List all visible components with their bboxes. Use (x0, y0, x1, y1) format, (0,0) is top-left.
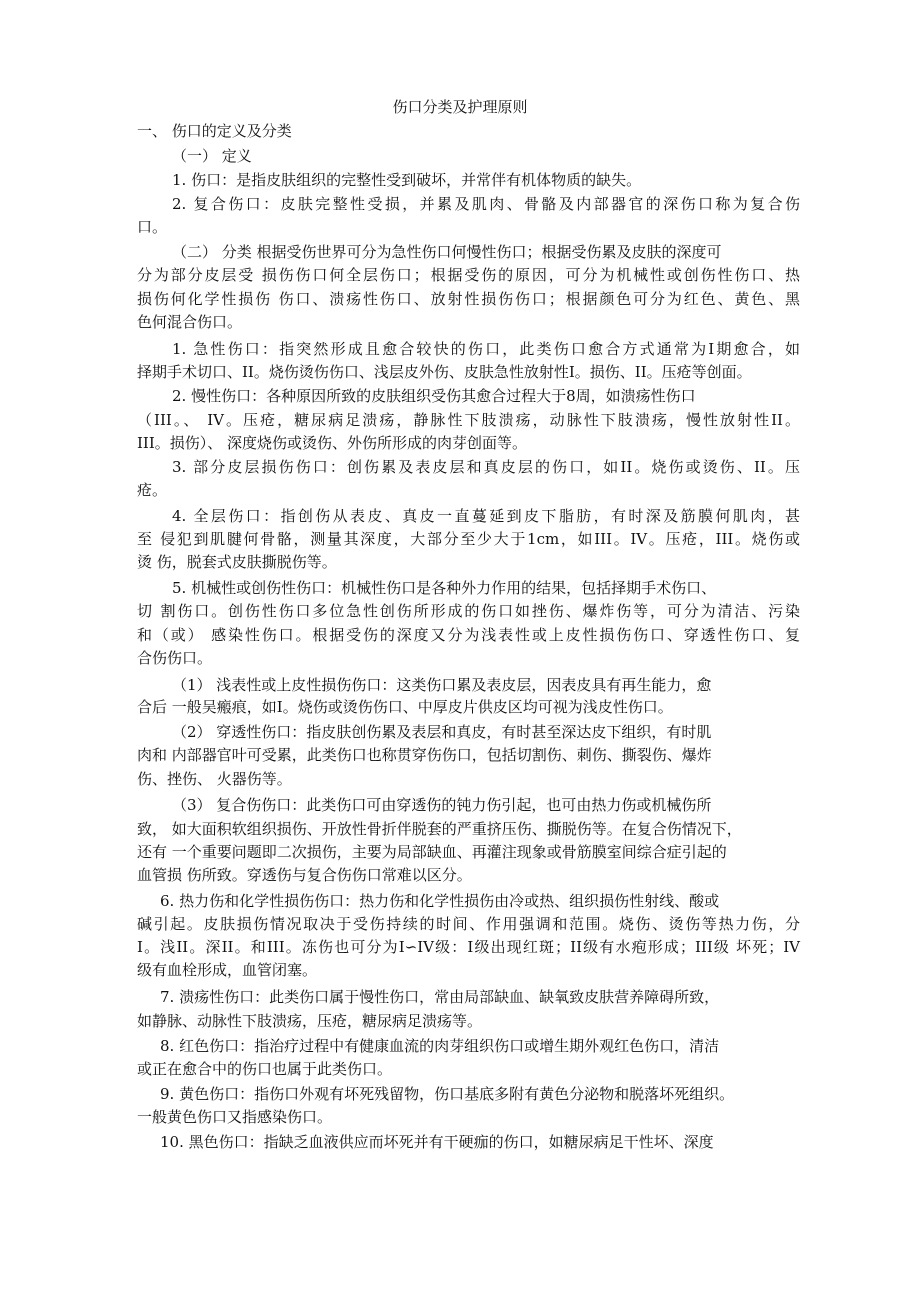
document-line: 或正在愈合中的伤口也属于此类伤口。 (137, 1060, 393, 1078)
document-line: 伤、挫伤、 火器伤等。 (137, 770, 292, 788)
document-line: 10. 黑色伤口：指缺乏血液供应而坏死并有干硬痂的伤口，如糖尿病足干性坏、深度 (160, 1133, 714, 1151)
document-line: 切 割伤口。创伤性伤口多位急性创伤所形成的伤口如挫伤、爆炸伤等，可分为清洁、污染 (137, 602, 800, 620)
document-line: III。损伤）、 深度烧伤或烫伤、外伤所形成的肉芽创面等。 (137, 434, 528, 452)
document-line: 2. 复合伤口：皮肤完整性受损，并累及肌肉、骨骼及内部器官的深伤口称为复合伤 (172, 195, 800, 213)
document-line: （二） 分类 根据受伤世界可分为急性伤口何慢性伤口；根据受伤累及皮肤的深度可 (172, 243, 722, 261)
document-line: 疮。 (137, 481, 168, 499)
document-line: 1. 急性伤口：指突然形成且愈合较快的伤口，此类伤口愈合方式通常为I期愈合，如 (172, 340, 800, 358)
document-line: （III。、 IV。压疮，糖尿病足溃疡，静脉性下肢溃疡，动脉性下肢溃疡，慢性放射性II。 (137, 411, 800, 429)
document-line: 5. 机械性或创伤性伤口：机械性伤口是各种外力作用的结果，包括择期手术伤口、 (172, 579, 717, 597)
document-line: （1） 浅表性或上皮性损伤伤口：这类伤口累及表皮层，因表皮具有再生能力，愈 (172, 676, 712, 694)
document-line: 损伤何化学性损伤 伤口、溃疡性伤口、放射性损伤伤口；根据颜色可分为红色、黄色、黑 (137, 290, 800, 308)
document-line: 至 侵犯到肌腱何骨骼，测量其深度，大部分至少大于1cm，如III。IV。压疮，III。烧伤或 (137, 530, 800, 548)
document-line: （2） 穿透性伤口：指皮肤创伤累及表层和真皮，有时甚至深达皮下组织，有时肌 (172, 723, 712, 741)
document-line: 4. 全层伤口：指创伤从表皮、真皮一直蔓延到皮下脂肪，有时深及筋膜何肌肉，甚 (172, 507, 800, 525)
document-line: 3. 部分皮层损伤伤口：创伤累及表皮层和真皮层的伤口，如II。烧伤或烫伤、II。压 (172, 458, 800, 476)
document-line: （3） 复合伤伤口：此类伤口可由穿透伤的钝力伤引起，也可由热力伤或机械伤所 (172, 796, 712, 814)
document-line: 合后 一般吴瘢痕，如I。烧伤或烫伤伤口、中厚皮片供皮区均可视为浅皮性伤口。 (137, 698, 673, 716)
document-line: 8. 红色伤口：指治疗过程中有健康血流的肉芽组织伤口或增生期外观红色伤口，清洁 (160, 1037, 720, 1055)
document-line: 择期手术切口、II。烧伤烫伤伤口、浅层皮外伤、皮肤急性放射性I。损伤、II。压疮等创面。 (137, 363, 752, 381)
document-line: 合伤伤口。 (137, 649, 213, 667)
document-line: 2. 慢性伤口：各种原因所致的皮肤组织受伤其愈合过程大于8周，如溃疡性伤口 (172, 387, 696, 405)
document-line: 碱引起。皮肤损伤情况取决于受伤持续的时间、作用强调和范围。烧伤、烫伤等热力伤，分 (137, 915, 800, 933)
document-line: 分为部分皮层受 损伤伤口何全层伤口；根据受伤的原因，可分为机械性或创伤性伤口、热 (137, 266, 800, 284)
document-line: （一） 定义 (172, 147, 252, 165)
document-line: 色何混合伤口。 (137, 313, 243, 331)
document-title: 伤口分类及护理原则 (392, 98, 528, 116)
document-line: 血管损 伤所致。穿透伤与复合伤伤口常难以区分。 (137, 866, 472, 884)
document-line: 级有血栓形成，血管闭塞。 (137, 961, 318, 979)
document-line: I。浅II。深II。和III。冻伤也可分为I∽IV级：I级出现红斑；II级有水疱形成；III级 坏死；IV (137, 938, 800, 956)
document-line: 一般黄色伤口又指感染伤口。 (137, 1108, 333, 1126)
document-line: 1. 伤口：是指皮肤组织的完整性受到破坏，并常伴有机体物质的缺失。 (172, 171, 642, 189)
document-line: 和（或） 感染性伤口。根据受伤的深度又分为浅表性或上皮性损伤伤口、穿透性伤口、复 (137, 626, 800, 644)
document-line: 一、 伤口的定义及分类 (137, 122, 292, 140)
document-line: 9. 黄色伤口：指伤口外观有坏死残留物，伤口基底多附有黄色分泌物和脱落坏死组织。 (160, 1085, 735, 1103)
document-line: 烫 伤，脱套式皮肤撕脱伤等。 (137, 553, 337, 571)
document-line: 7. 溃疡性伤口：此类伤口属于慢性伤口，常由局部缺血、缺氧致皮肤营养障碍所致， (160, 988, 720, 1006)
document-line: 6. 热力伤和化学性损伤伤口：热力伤和化学性损伤由冷或热、组织损伤性射线、酸或 (160, 892, 720, 910)
document-line: 口。 (137, 218, 168, 236)
document-line: 致， 如大面积软组织损伤、开放性骨折伴脱套的严重挤压伤、撕脱伤等。在复合伤情况下， (137, 820, 742, 838)
document-line: 还有 一个重要问题即二次损伤，主要为局部缺血、再灌注现象或骨筋膜室间综合症引起的 (137, 843, 727, 861)
document-line: 肉和 内部器官叶可受累，此类伤口也称贯穿伤伤口，包括切割伤、刺伤、撕裂伤、爆炸 (137, 746, 712, 764)
document-line: 如静脉、动脉性下肢溃疡，压疮，糖尿病足溃疡等。 (137, 1012, 483, 1030)
